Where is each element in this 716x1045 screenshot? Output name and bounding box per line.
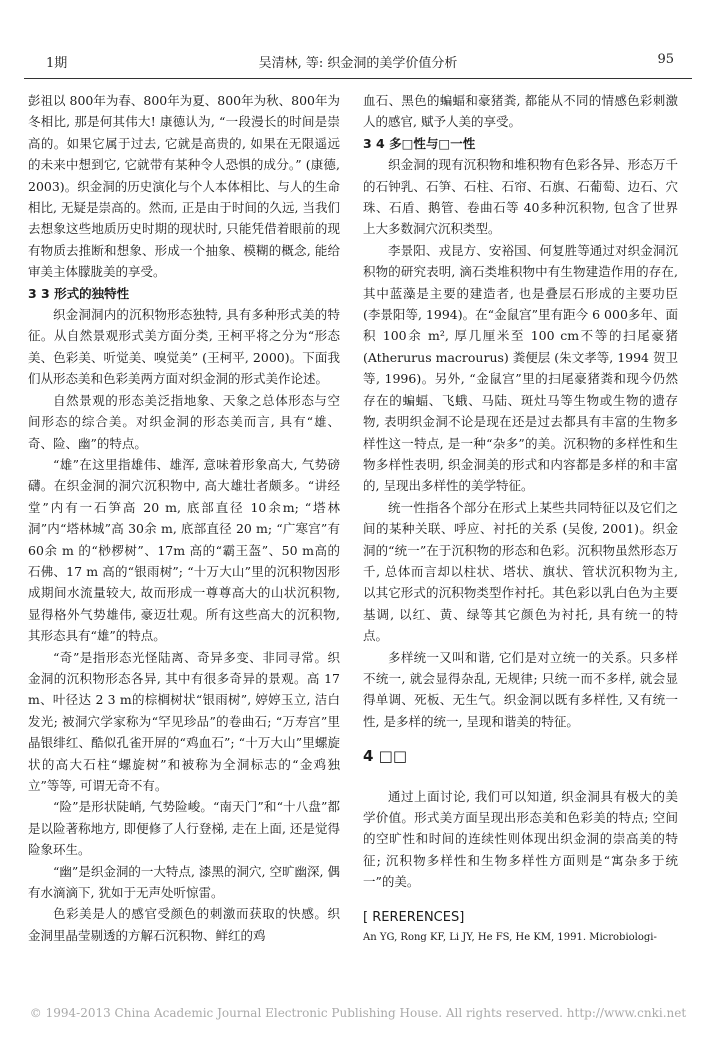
left-paragraph: “奇”是指形态光怪陆离、奇异多变、非同寻常。织金洞的沉积物形态各异, 其中有很多奇异的景观。高 17 m、叶径达 2 3 m的棕榈树状“银雨树”, 婷婷玉立, 洁白发光; 被洞穴学家称为“罕见珍品”的卷曲石; “万寿宫”里晶银绯红、酷似孔雀开屏的“鸡血石”; “十万大山”里螺旋状的高大石柱“螺旋树”和被称为全洞标志的“金鸡独立”等等, 可谓无奇不有。 <box>28 649 340 793</box>
left-paragraph: “险”是形状陡峭, 气势险峻。“南天门”和“十八盘”都是以险著称地方, 即便修了人行登梯, 走在上面, 还是觉得险象环生。 <box>28 799 340 858</box>
right-column <box>363 90 678 946</box>
right-section-heading: 3 4 多□性与□一性 <box>363 135 476 151</box>
left-paragraph: 色彩美是人的感官受颜色的刺激而获取的快感。织金洞里晶莹剔透的方解石沉积物、鲜红的鸡 <box>28 906 340 943</box>
right-paragraph: 血石、黑色的蝙蝠和豪猪粪, 都能从不同的情感色彩刺激人的感官, 赋予人美的享受。 <box>363 93 678 130</box>
right-paragraph: 统一性指各个部分在形式上某些共同特征以及它们之间的某种关联、呼应、衬托的关系 (吴俊, 2001)。织金洞的“统一”在于沉积物的形态和色彩。沉积物虽然形态万千, 总体而言却以柱状、塔状、旗状、管状沉积物为主, 以其它形式的沉积物类型作衬托。其色彩以乳白色为主要基调, 以红、黄、绿等其它颜色为衬托, 具有统一的特点。 <box>363 499 678 644</box>
right-paragraph: 李景阳、戎昆方、安裕国、何复胜等通过对织金洞沉积物的研究表明, 滴石类堆积物中有生物建造作用的存在, 其中蓝藻是主要的建造者, 也是叠层石形成的主要功臣 (李景阳等, 1994)。在“金鼠宫”里有距今 6 000多年、面积 100余 m², 厚几厘米至 100 cm不等的扫尾豪猪 (Atherurus macrourus) 粪便层 (朱文孝等, 1994 贺卫等, 1996)。另外, “金鼠宫”里的扫尾豪猪粪和现今仍然存在的蝙蝠、飞蛾、马陆、斑灶马等生物或生物的遗存物, 表明织金洞不论是现在还是过去都具有丰富的生物多样性这一特点, 是一种“杂多”的美。沉积物的多样性和生物多样性表明, 织金洞美的形式和内容都是多样的和丰富的, 呈现出多样性的美学特征。 <box>363 242 678 494</box>
right-paragraph: 通过上面讨论, 我们可以知道, 织金洞具有极大的美学价值。形式美方面呈现出形态美和色彩美的特点; 空间的空旷性和时间的连续性则体现出织金洞的崇高美的特征; 沉积物多样性和生物多样性方面则是“寓杂多于统一”的美。 <box>363 788 678 890</box>
header-rule <box>24 78 692 79</box>
right-paragraph: 织金洞的现有沉积物和堆积物有色彩各异、形态万千的石钟乳、石笋、石柱、石帘、石旗、石葡萄、边石、穴珠、石盾、鹅管、卷曲石等 40多种沉积物, 包含了世界上大多数洞穴沉积类型。 <box>363 157 678 237</box>
left-paragraph: 自然景观的形态美泛指地象、天象之总体形态与空间形态的综合美。对织金洞的形态美而言, 具有“雄、奇、险、幽”的特点。 <box>28 392 340 451</box>
left-paragraph: 织金洞洞内的沉积物形态独特, 具有多种形式美的特征。从自然景观形式美方面分类, 王柯平将之分为“形态美、色彩美、听觉美、嗅觉美” (王柯平, 2000)。下面我们从形态美和色彩美两方面对织金洞的形式美作论述。 <box>28 307 340 387</box>
reference-entry: An YG, Rong KF, Li JY, He FS, He KM, 1991. Microbiologi- <box>363 932 657 944</box>
right-section-title: 4 □□ <box>363 747 408 766</box>
right-paragraph: 多样统一又叫和谐, 它们是对立统一的关系。只多样不统一, 就会显得杂乱, 无规律; 只统一而不多样, 就会显得单调、死板、无生气。织金洞以既有多样性, 又有统一性, 是多样的统一, 呈现和谐美的特征。 <box>363 649 678 729</box>
left-section-heading: 3 3 形式的独特性 <box>28 285 130 301</box>
copyright-footer: © 1994-2013 China Academic Journal Electronic Publishing House. All rights reserved. http://www.cnki.net <box>29 1006 687 1020</box>
left-column <box>28 90 340 946</box>
left-paragraph: 彭祖以 800年为春、800年为夏、800年为秋、800年为冬相比, 那是何其伟大! 康德认为, “一段漫长的时间是崇高的。如果它属于过去, 它就是高贵的, 如果在无限遥远的未来中想到它, 它就带有某种令人恐惧的成分。” (康德, 2003)。织金洞的历史演化与个人本体相比、与人的生命相比, 无疑是崇高的。然而, 正是由于时间的久远, 当我们去想象这些地质历史时期的现状时, 只能凭借着眼前的现有物质去推断和想象、形成一个抽象、模糊的概念, 能给审美主体朦胧美的享受。 <box>28 93 340 280</box>
page-number: 95 <box>657 52 674 67</box>
left-paragraph: “幽”是织金洞的一大特点, 漆黑的洞穴, 空旷幽深, 偶有水滴滴下, 犹如于无声处听惊雷。 <box>28 863 340 901</box>
left-paragraph: “雄”在这里指雄伟、雄浑, 意味着形象高大, 气势磅礴。在织金洞的洞穴沉积物中, 高大雄壮者颇多。“讲经堂”内有一石笋高 20 m, 底部直径 10余m; “塔林洞”内“塔林城”高 30余 m, 底部直径 20 m; “广寒宫”有 60余 m 的“桫椤树”、17m 高的“霸王盔”、50 m高的石佛、17 m 高的“银雨树”; “十万大山”里的沉积物因形成期间水流量较大, 故而形成一尊尊高大的山状沉积物, 显得格外气势雄伟, 豪迈壮观。所有这些高大的沉积物, 其形态具有“雄”的特点。 <box>28 456 340 644</box>
running-header <box>24 52 692 76</box>
running-title: 吴清林, 等: 织金洞的美学价值分析 <box>258 56 458 71</box>
references-heading: [ RERERENCES] <box>363 909 465 925</box>
issue-label: 1期 <box>46 56 68 71</box>
